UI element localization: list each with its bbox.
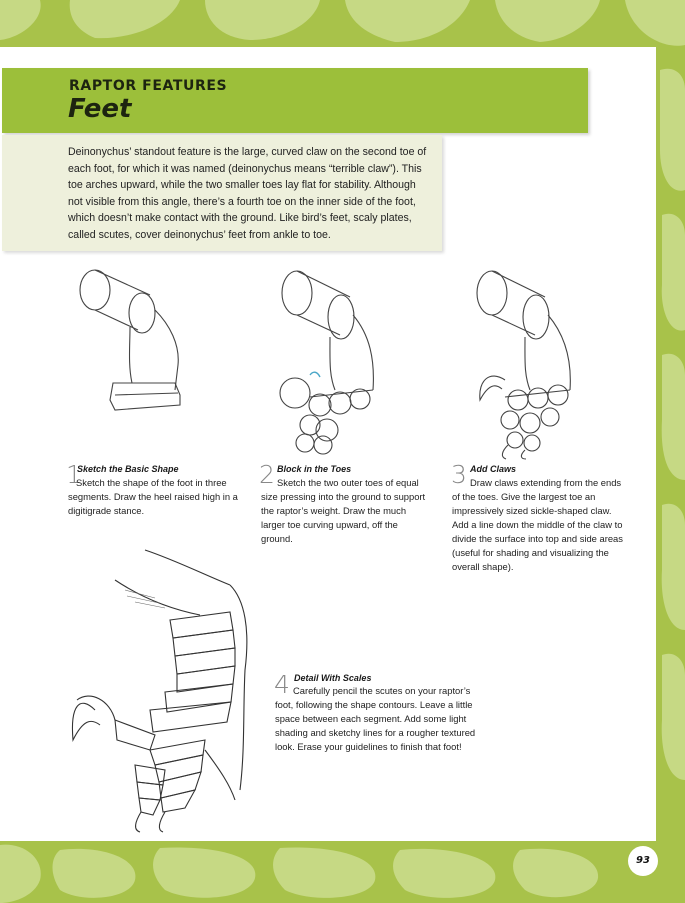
step-4-title: Detail With Scales xyxy=(294,673,372,683)
step-2-title: Block in the Toes xyxy=(277,464,352,474)
step-1-number: 1 xyxy=(66,460,82,489)
step-2-number: 2 xyxy=(259,460,275,489)
intro-paragraph: Deinonychus’ standout feature is the large, curved claw on the second toe of each foot, for which it was named (deinonychus means “terrible claw”). This toe arches upward, while the two smaller toes lay flat for stability. Although not visible from this angle, there’s a fourth toe on the inner side of the foot, which doesn’t make contact with the ground. Like bird’s feet, scaly plates, called scutes, cover deinonychus’ feet from ankle to toe. xyxy=(68,146,427,241)
page-title: Feet xyxy=(68,94,132,124)
step-1-title: Sketch the Basic Shape xyxy=(77,464,179,474)
step-3-text: Draw claws extending from the ends of the toes. Give the largest toe an impressively sized sickle-shaped claw. Add a line down the middle of the claw to divide the surface into top and side areas (useful for shading and visualizing the overall shape). xyxy=(452,477,623,572)
step-1-text: Sketch the shape of the foot in three segments. Draw the heel raised high in a digitigrade stance. xyxy=(68,477,238,516)
step-1-sketch xyxy=(70,265,190,425)
step-3-number: 3 xyxy=(451,460,467,489)
step-3-sketch xyxy=(470,265,600,460)
page-number: 93 xyxy=(628,846,658,876)
step-2-text: Sketch the two outer toes of equal size pressing into the ground to support the raptor’s weight. Draw the much larger toe curving upward, off the ground. xyxy=(261,477,426,544)
step-2-sketch xyxy=(275,265,400,455)
step-4-number: 4 xyxy=(274,670,290,699)
step-3-title: Add Claws xyxy=(470,464,517,474)
section-kicker: RAPTOR FEATURES xyxy=(69,78,228,94)
step-4-illustration xyxy=(55,540,275,840)
step-4-text: Carefully pencil the scutes on your raptor’s foot, following the shape contours. Leave a little space between each segment. Add some light shading and sketchy lines for a rougher textured look. Erase your guidelines to finish that foot! xyxy=(275,685,476,752)
